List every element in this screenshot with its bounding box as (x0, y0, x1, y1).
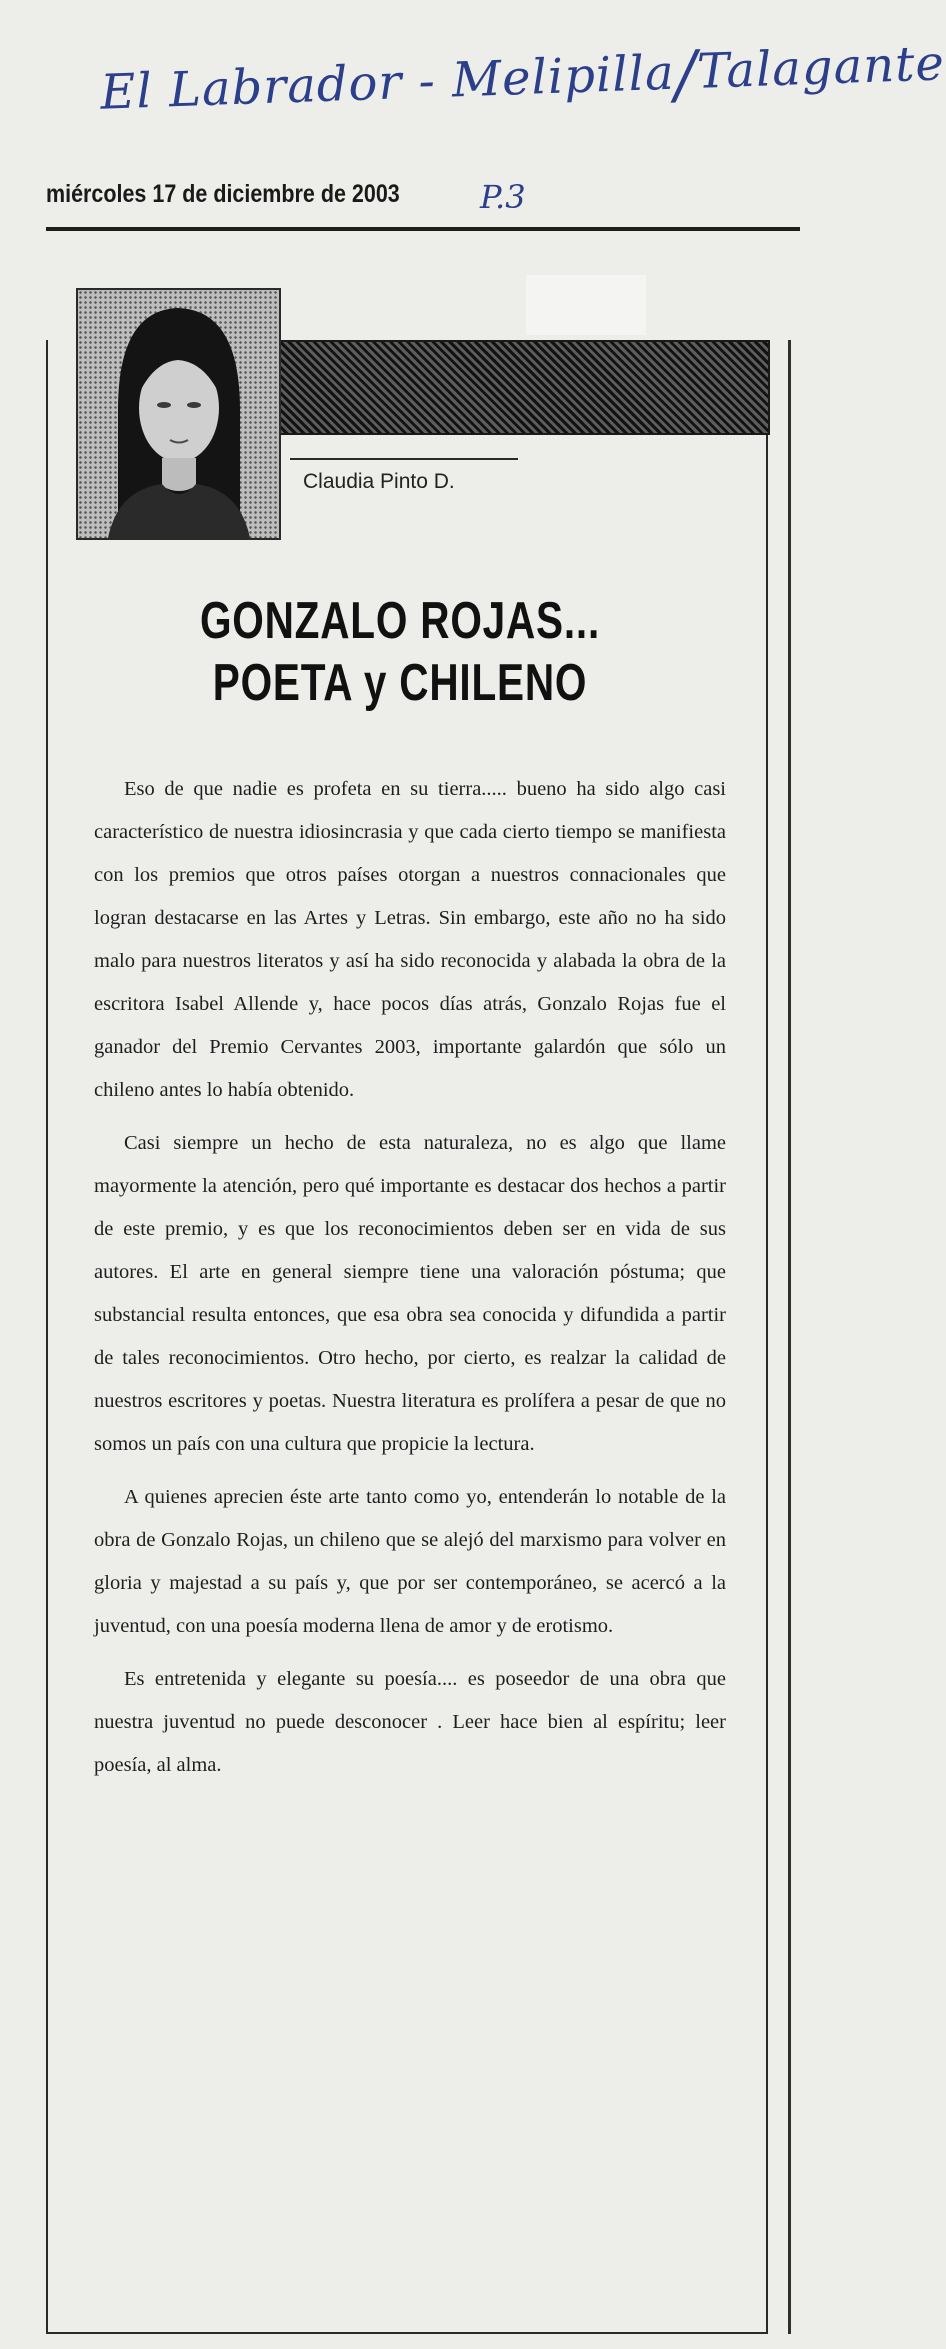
headline-line-2: POETA y CHILENO (212, 654, 588, 712)
handwritten-page-note: P.3 (480, 178, 526, 216)
header-divider (46, 227, 800, 231)
article-paragraph: A quienes aprecien éste arte tanto como yo, entenderán lo notable de la obra de Gonzalo Rojas, un chileno que se alejó del marxismo para volver en gloria y majestad a su país y, que por ser contemporáneo, se acercó a la juventud, con una poesía moderna llena de amor y de erotismo. (94, 1486, 726, 1637)
handwritten-separator: - (417, 53, 437, 110)
issue-date: miércoles 17 de diciembre de 2003 (46, 180, 400, 208)
handwritten-location-a: Melipilla (450, 44, 676, 109)
byline-rule (290, 458, 518, 460)
header-hatch-bar (240, 340, 770, 435)
article-paragraph: Casi siempre un hecho de esta naturaleza, no es algo que llame mayormente la atención, pero qué importante es destacar dos hechos a partir de este premio, y es que los reconocimientos deben ser en vida de sus autores. El arte en general siempre tiene una valoración póstuma; que substancial resulta entonces, que esa obra sea conocida y difundida a partir de tales reconocimientos. Otro hecho, por cierto, es realzar la calidad de nuestros escritores y poetas. Nuestra literatura es prolífera a pesar de que no somos un país con una cultura que propicie la lectura. (94, 1132, 726, 1455)
handwritten-source-note (99, 21, 946, 124)
handwritten-source: El Labrador (99, 54, 404, 121)
article-body (94, 768, 726, 1797)
article-headline (166, 590, 634, 714)
headline-line-1: GONZALO ROJAS... (199, 592, 601, 650)
handwritten-location-b: Talagante (696, 35, 946, 100)
column-rule (788, 340, 791, 2334)
scan-blank-patch (526, 275, 646, 335)
author-portrait-icon (78, 290, 279, 538)
article-paragraph: Es entretenida y elegante su poesía.... es poseedor de una obra que nuestra juventud no puede desconocer . Leer hace bien al espíritu; leer poesía, al alma. (94, 1668, 726, 1776)
article-paragraph: Eso de que nadie es profeta en su tierra..... bueno ha sido algo casi característico de nuestra idiosincrasia y que cada cierto tiempo se manifiesta con los premios que otros países otorgan a nuestros connacionales que logran destacarse en las Artes y Letras. Sin embargo, este año no ha sido malo para nuestros literatos y así ha sido reconocida y alabada la obra de la escritora Isabel Allende y, hace pocos días atrás, Gonzalo Rojas fue el ganador del Premio Cervantes 2003, importante galardón que sólo un chileno antes lo había obtenido. (94, 778, 726, 1101)
author-byline: Claudia Pinto D. (303, 470, 455, 493)
handwritten-slash: / (673, 37, 699, 113)
author-photo (76, 288, 281, 540)
